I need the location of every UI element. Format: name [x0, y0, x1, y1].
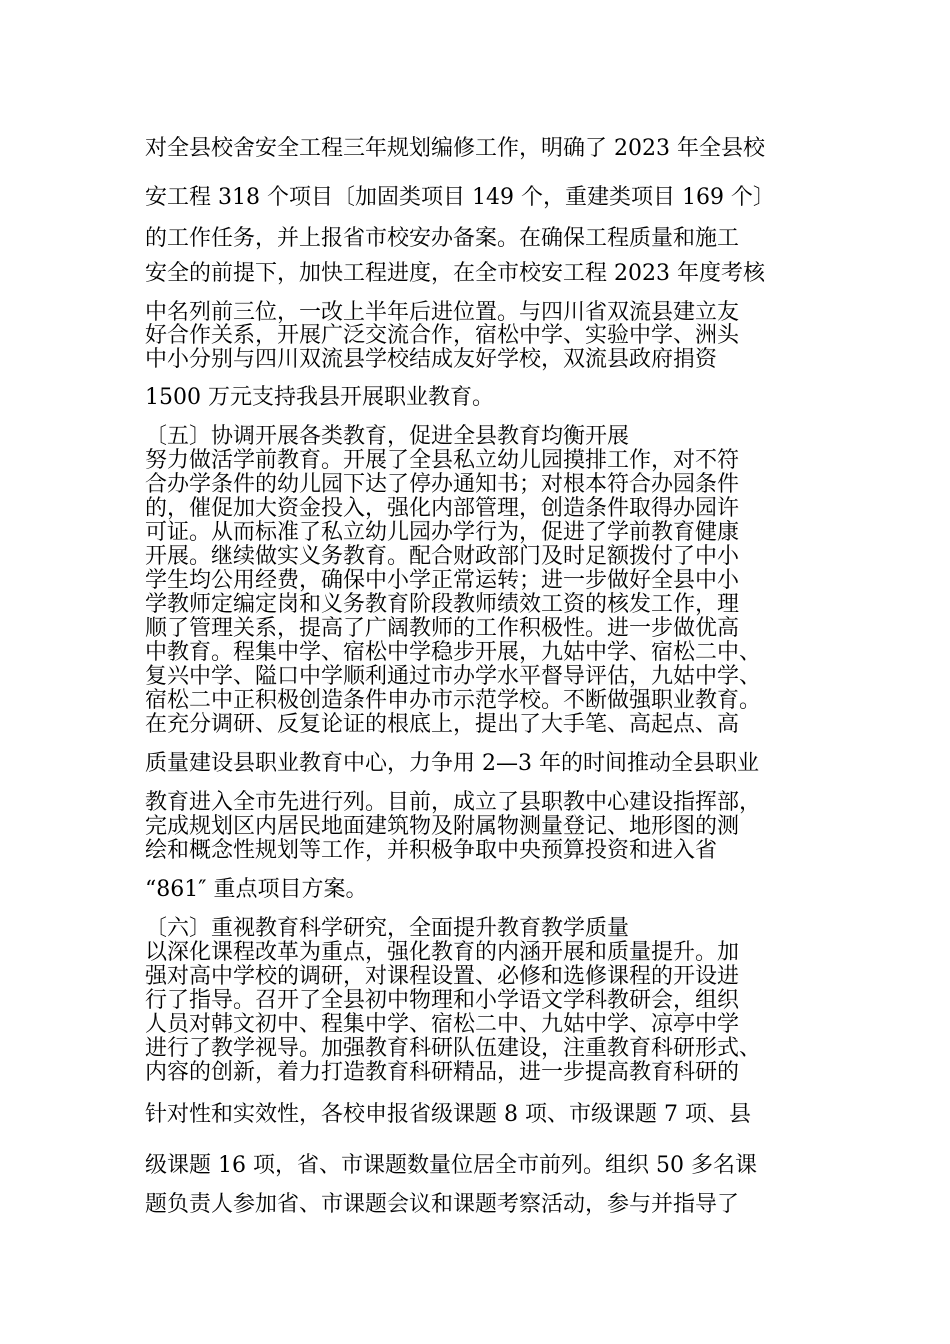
text-line: 好合作关系，开展广泛交流合作，宿松中学、实验中学、洲头 [145, 323, 740, 348]
text-line: 学生均公用经费，确保中小学正常运转；进一步做好全县中小 [145, 568, 740, 593]
text-line: 安全的前提下，加快工程进度，在全市校安工程 2023 年度考核 [145, 261, 765, 286]
text-line: 中小分别与四川双流县学校结成友好学校，双流县政府捐资 [145, 347, 718, 372]
text-line: 安工程 318 个项目〔加固类项目 149 个，重建类项目 169 个〕 [145, 185, 775, 210]
section-heading-5: 〔五〕协调开展各类教育，促进全县教育均衡开展 [145, 424, 630, 449]
text-line: 1500 万元支持我县开展职业教育。 [145, 385, 494, 410]
text-line: 合办学条件的幼儿园下达了停办通知书；对根本符合办园条件 [145, 472, 740, 497]
text-line: 学教师定编定岗和义务教育阶段教师绩效工资的核发工作，理 [145, 592, 740, 617]
text-line: 内容的创新，着力打造教育科研精品，进一步提高教育科研的 [145, 1060, 740, 1085]
text-line: 题负责人参加省、市课题会议和课题考察活动，参与并指导了 [145, 1192, 740, 1217]
text-line: 可证。从而标准了私立幼儿园办学行为，促进了学前教育健康 [145, 520, 740, 545]
text-line: 对全县校舍安全工程三年规划编修工作，明确了 2023 年全县校 [145, 136, 765, 161]
text-line: 强对高中学校的调研，对课程设置、必修和选修课程的开设进 [145, 964, 740, 989]
text-line: 人员对韩文初中、程集中学、宿松二中、九姑中学、凉亭中学 [145, 1012, 740, 1037]
text-line: 级课题 16 项，省、市课题数量位居全市前列。组织 50 多名课 [145, 1153, 757, 1178]
text-line: 完成规划区内居民地面建筑物及附属物测量登记、地形图的测 [145, 814, 740, 839]
text-line: 质量建设县职业教育中心，力争用 2—3 年的时间推动全县职业 [145, 751, 759, 776]
text-line: 进行了教学视导。加强教育科研队伍建设，注重教育科研形式、 [145, 1036, 762, 1061]
text-line: 的，催促加大资金投入，强化内部管理，创造条件取得办园许 [145, 496, 740, 521]
section-heading-6: 〔六〕重视教育科学研究，全面提升教育教学质量 [145, 916, 630, 941]
text-line: 以深化课程改革为重点，强化教育的内涵开展和质量提升。加 [145, 940, 740, 965]
text-line: 宿松二中正积极创造条件申办市示范学校。不断做强职业教育。 [145, 688, 762, 713]
text-line: 教育进入全市先进行列。目前，成立了县职教中心建设指挥部， [145, 790, 762, 815]
text-line: 复兴中学、隘口中学顺利通过市办学水平督导评估，九姑中学、 [145, 664, 762, 689]
text-line: 中教育。程集中学、宿松中学稳步开展，九姑中学、宿松二中、 [145, 640, 762, 665]
text-line: 行了指导。召开了全县初中物理和小学语文学科教研会，组织 [145, 988, 740, 1013]
text-line: 顺了管理关系，提高了广阔教师的工作积极性。进一步做优高 [145, 616, 740, 641]
text-line: 的工作任务，并上报省市校安办备案。在确保工程质量和施工 [145, 226, 740, 251]
text-line: 开展。继续做实义务教育。配合财政部门及时足额拨付了中小 [145, 544, 740, 569]
text-line: 中名列前三位，一改上半年后进位置。与四川省双流县建立友 [145, 300, 740, 325]
text-line: 努力做活学前教育。开展了全县私立幼儿园摸排工作，对不符 [145, 448, 740, 473]
text-line: 绘和概念性规划等工作，并积极争取中央预算投资和进入省 [145, 838, 718, 863]
text-line: “861″ 重点项目方案。 [145, 877, 368, 902]
text-line: 在充分调研、反复论证的根底上，提出了大手笔、高起点、高 [145, 712, 740, 737]
text-line: 针对性和实效性，各校申报省级课题 8 项、市级课题 7 项、县 [145, 1102, 751, 1127]
